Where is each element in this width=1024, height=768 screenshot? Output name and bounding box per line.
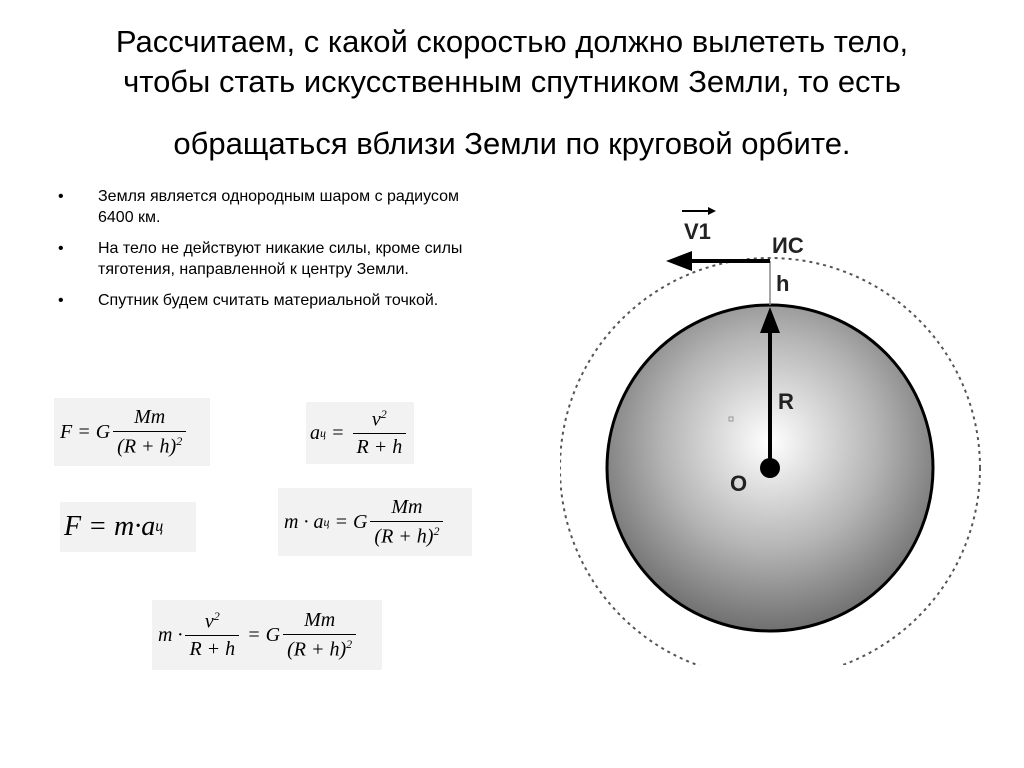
exponent: 2 [433, 523, 440, 538]
exponent: 2 [380, 406, 387, 421]
bullet-marker: • [58, 240, 64, 257]
title-line-3: обращаться вблизи Земли по круговой орбите. [173, 126, 851, 161]
fraction-numerator [368, 407, 391, 434]
list-item [58, 290, 478, 311]
fraction-numerator: Mm [134, 405, 166, 428]
formula-equals: = G [242, 623, 281, 646]
slide-title [40, 22, 984, 164]
formula-force-equality [278, 488, 472, 556]
list-item-text: Земля является однородным шаром с радиусом 6400 км. [98, 188, 459, 226]
subscript: ц [323, 514, 330, 529]
fraction-numerator [201, 609, 224, 636]
fraction-denominator [370, 521, 443, 549]
formula-lhs: F = G [60, 420, 111, 443]
fraction-denominator [283, 634, 356, 662]
formula-fraction [353, 407, 407, 460]
formula-fraction-right [283, 609, 356, 662]
list-item-text: Спутник будем считать материальной точкой. [98, 292, 439, 309]
numerator-text: v [371, 408, 381, 431]
title-line-1: Рассчитаем, с какой скоростью должно вылететь тело, [115, 24, 909, 59]
fraction-numerator: Mm [304, 608, 336, 631]
label-height: h [776, 271, 790, 296]
formula-fraction-left [185, 609, 239, 662]
exponent: 2 [213, 608, 220, 623]
list-item-text: На тело не действуют никакие силы, кроме силы тяготения, направленной к центру Земли. [98, 240, 463, 278]
fraction-denominator [113, 431, 186, 459]
formula-gravity-force [54, 398, 210, 466]
subscript: ц [155, 518, 164, 535]
formula-equals: = [326, 421, 350, 444]
denominator-text: (R + h) [374, 525, 434, 548]
fraction-numerator: Mm [391, 495, 423, 518]
earth-orbit-diagram [560, 195, 1000, 665]
formula-lhs: F = m·a [64, 511, 156, 542]
numerator-text: v [204, 610, 214, 633]
title-line-2: чтобы стать искусственным спутником Земли, то есть [123, 64, 901, 99]
vector-overline-arrowhead [708, 207, 716, 215]
fraction-denominator: R + h [185, 635, 239, 661]
denominator-text: (R + h) [117, 435, 177, 458]
formula-centripetal-acceleration [306, 402, 414, 464]
velocity-arrowhead [666, 251, 692, 271]
formula-fraction [370, 496, 443, 549]
exponent: 2 [346, 636, 353, 651]
denominator-text: (R + h) [287, 638, 347, 661]
label-radius: R [778, 389, 794, 414]
exponent: 2 [176, 433, 183, 448]
assumptions-list [58, 186, 478, 321]
label-velocity: V1 [684, 219, 711, 244]
label-satellite: ИС [772, 233, 804, 258]
formula-fraction [113, 406, 186, 459]
formula-newton-second-law [60, 502, 196, 552]
center-point [760, 458, 780, 478]
list-item [58, 186, 478, 228]
fraction-denominator: R + h [353, 433, 407, 459]
bullet-marker: • [58, 292, 64, 309]
list-item [58, 238, 478, 280]
bullet-marker: • [58, 188, 64, 205]
formula-lhs: m · [158, 623, 183, 646]
formula-equals: = G [329, 510, 368, 533]
formula-lhs: a [310, 421, 320, 444]
formula-orbital-velocity-equation [152, 600, 382, 670]
subscript: ц [320, 425, 326, 440]
label-center: O [730, 471, 748, 496]
formula-lhs: m · a [284, 510, 324, 533]
